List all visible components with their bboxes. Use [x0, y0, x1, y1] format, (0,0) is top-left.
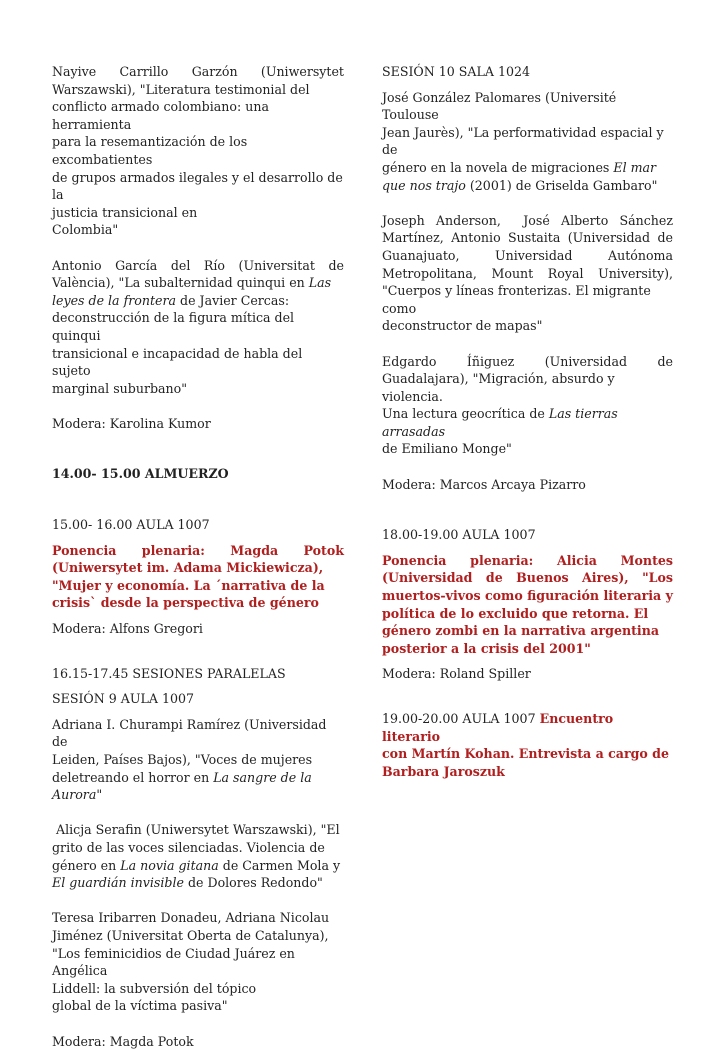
text-line: conflicto armado colombiano: una herramienta	[52, 98, 344, 133]
text-line: Jean Jaurès), "La performatividad espacial y de	[382, 124, 673, 159]
text-line: (Uniwersytet im. Adama Mickiewicza),	[52, 559, 344, 577]
text-line: (Universidad de Buenos Aires), "Los	[382, 569, 673, 587]
text-line: Barbara Jaroszuk	[382, 763, 673, 781]
text-line: para la resemantización de los excombatientes	[52, 133, 344, 168]
italic-title: Las tierras arrasadas	[382, 406, 618, 439]
moderator-line: Modera: Alfons Gregori	[52, 620, 344, 638]
session-heading: SESIÓN 9 AULA 1007	[52, 690, 344, 708]
text-line: Nayive Carrillo Garzón (Uniwersytet	[52, 63, 344, 81]
text-line: global de la víctima pasiva"	[52, 997, 344, 1015]
text-line: Martínez, Antonio Sustaita (Universidad de	[382, 229, 673, 247]
text-line: transicional e incapacidad de habla del sujeto	[52, 345, 344, 380]
text-line: Alicja Serafin (Uniwersytet Warszawski), "El	[52, 821, 344, 839]
paper-anderson	[382, 212, 673, 335]
text-line: deconstrucción de la figura mítica del quinqui	[52, 309, 344, 344]
text-line: deletreando el horror en	[52, 770, 213, 785]
text-line: Antonio García del Río (Universitat de	[52, 257, 344, 275]
text-line: con Martín Kohan. Entrevista a cargo de	[382, 745, 673, 763]
text-line: posterior a la crisis del 2001"	[382, 640, 673, 658]
text-line: Edgardo Íñiguez (Universidad de	[382, 353, 673, 371]
text-line: de grupos armados ilegales y el desarrollo de la	[52, 169, 344, 204]
literary-encounter	[382, 710, 673, 780]
text-line: Una lectura geocrítica de	[382, 406, 549, 421]
session-time: 18.00-19.00 AULA 1007	[382, 526, 673, 544]
text-line: Warszawski), "Literatura testimonial del	[52, 81, 344, 99]
italic-title: El mar	[613, 160, 656, 175]
text-line: "Los feminicidios de Ciudad Juárez en Angélica	[52, 945, 344, 980]
text-line: deconstructor de mapas"	[382, 317, 673, 335]
text-line: Joseph Anderson, José Alberto Sánchez	[382, 212, 673, 230]
plenary-potok	[52, 542, 344, 612]
session-time: 19.00-20.00 AULA 1007	[382, 711, 540, 726]
parallel-sessions-heading: 16.15-17.45 SESIONES PARALELAS	[52, 665, 344, 683]
text-line: Metropolitana, Mount Royal University),	[382, 265, 673, 283]
text-line: "Mujer y economía. La ´narrativa de la	[52, 577, 344, 595]
moderator-line: Modera: Karolina Kumor	[52, 415, 344, 433]
paper-serafin	[52, 821, 344, 891]
paper-iribarren	[52, 909, 344, 1015]
text-line: Guadalajara), "Migración, absurdo y violencia.	[382, 370, 673, 405]
text-line: género en	[52, 858, 120, 873]
text-line: José González Palomares (Université Toulouse	[382, 89, 673, 124]
text-line: justicia transicional en	[52, 204, 344, 222]
paper-carrillo	[52, 63, 344, 239]
text-line: Liddell: la subversión del tópico	[52, 980, 344, 998]
moderator-line: Modera: Marcos Arcaya Pizarro	[382, 476, 673, 494]
italic-title: La sangre de la	[213, 770, 312, 785]
text-line: (2001) de Griselda Gambaro"	[466, 178, 658, 193]
text-line: "	[96, 787, 102, 802]
text-line: marginal suburbano"	[52, 380, 344, 398]
paper-gonzalez	[382, 89, 673, 195]
text-line: Ponencia plenaria: Magda Potok	[52, 542, 344, 560]
text-line: crisis` desde la perspectiva de género	[52, 594, 344, 612]
text-line: Jiménez (Universitat Oberta de Catalunya),	[52, 927, 344, 945]
text-line: Encuentro literario	[382, 711, 613, 744]
text-line: Leiden, Países Bajos), "Voces de mujeres	[52, 751, 344, 769]
text-line: de Dolores Redondo"	[184, 875, 323, 890]
text-line: de Javier Cercas:	[176, 293, 289, 308]
paper-garcia	[52, 257, 344, 398]
text-line: Colombia"	[52, 221, 344, 239]
text-line: política de lo excluido que retorna. El	[382, 605, 673, 623]
text-line: Guanajuato, Universidad Autónoma	[382, 247, 673, 265]
text-line: género en la novela de migraciones	[382, 160, 613, 175]
paper-churampi	[52, 716, 344, 804]
text-line: València), "La subalternidad quinqui en	[52, 275, 309, 290]
lunch-heading: 14.00- 15.00 ALMUERZO	[52, 465, 344, 483]
text-line: Adriana I. Churampi Ramírez (Universidad de	[52, 716, 344, 751]
text-line: Teresa Iribarren Donadeu, Adriana Nicolau	[52, 909, 344, 927]
left-column	[52, 63, 344, 1050]
text-line: Ponencia plenaria: Alicia Montes	[382, 552, 673, 570]
italic-title: La novia gitana	[120, 858, 219, 873]
italic-title: que nos trajo	[382, 178, 466, 193]
text-line: muertos-vivos como figuración literaria y	[382, 587, 673, 605]
moderator-line: Modera: Roland Spiller	[382, 665, 673, 683]
paper-iniguez	[382, 353, 673, 459]
italic-title: leyes de la frontera	[52, 293, 176, 308]
text-line: género zombi en la narrativa argentina	[382, 622, 673, 640]
plenary-montes	[382, 552, 673, 658]
italic-title: Las	[309, 275, 331, 290]
text-line: "Cuerpos y líneas fronterizas. El migrante como	[382, 282, 673, 317]
text-line: de Carmen Mola y	[219, 858, 340, 873]
right-column	[382, 63, 673, 780]
italic-title: Aurora	[52, 787, 96, 802]
session-heading: SESIÓN 10 SALA 1024	[382, 63, 673, 81]
text-line: de Emiliano Monge"	[382, 440, 673, 458]
moderator-line: Modera: Magda Potok	[52, 1033, 344, 1050]
text-line: grito de las voces silenciadas. Violencia de	[52, 839, 344, 857]
session-time: 15.00- 16.00 AULA 1007	[52, 516, 344, 534]
italic-title: El guardián invisible	[52, 875, 184, 890]
